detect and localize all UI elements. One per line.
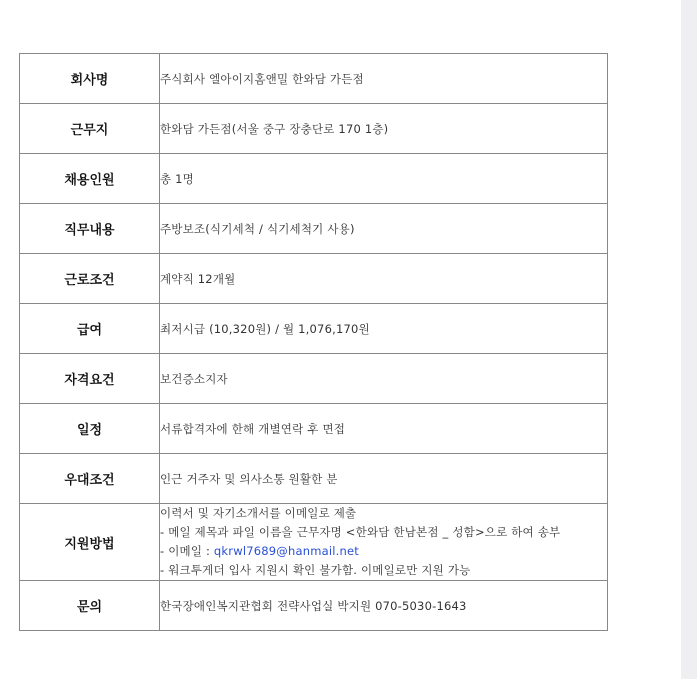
row-value: 보건증소지자 — [160, 354, 608, 404]
scrollbar[interactable] — [681, 0, 697, 679]
row-value: 인근 거주자 및 의사소통 원활한 분 — [160, 454, 608, 504]
email-link[interactable]: qkrwl7689@hanmail.net — [213, 544, 359, 558]
table-row-salary — [20, 304, 608, 354]
email-prefix: - 이메일 : — [160, 544, 214, 558]
row-value: 주방보조(식기세척 / 식기세척기 사용) — [160, 204, 608, 254]
row-label: 지원방법 — [20, 504, 160, 581]
row-value: 총 1명 — [160, 154, 608, 204]
table-row-duties — [20, 204, 608, 254]
row-label: 근무지 — [20, 104, 160, 154]
row-value: 계약직 12개월 — [160, 254, 608, 304]
apply-line: - 메일 제목과 파일 이름을 근무자명 <한와담 한남본점 _ 성함>으로 하여 송부 — [160, 525, 561, 539]
row-value: 한국장애인복지관협회 전략사업실 박지원 070-5030-1643 — [160, 581, 608, 631]
apply-line: 이력서 및 자기소개서를 이메일로 제출 — [160, 506, 357, 520]
row-label: 직무내용 — [20, 204, 160, 254]
table-row-schedule — [20, 404, 608, 454]
row-label: 자격요건 — [20, 354, 160, 404]
table-row-company — [20, 54, 608, 104]
table-row-qualifications — [20, 354, 608, 404]
row-label: 근로조건 — [20, 254, 160, 304]
apply-instructions — [160, 504, 608, 581]
row-value: 서류합격자에 한해 개별연락 후 면접 — [160, 404, 608, 454]
row-label: 우대조건 — [20, 454, 160, 504]
row-label: 문의 — [20, 581, 160, 631]
table-row-conditions — [20, 254, 608, 304]
apply-email-line — [160, 542, 607, 561]
table-row-headcount — [20, 154, 608, 204]
row-label: 일정 — [20, 404, 160, 454]
job-info-table — [19, 53, 608, 631]
row-value: 한와담 가든점(서울 중구 장충단로 170 1층) — [160, 104, 608, 154]
table-row-how-to-apply — [20, 504, 608, 581]
table-row-workplace — [20, 104, 608, 154]
table-row-preferences — [20, 454, 608, 504]
row-label: 회사명 — [20, 54, 160, 104]
row-value: 주식회사 엘아이지홈앤밀 한와담 가든점 — [160, 54, 608, 104]
row-value: 최저시급 (10,320원) / 월 1,076,170원 — [160, 304, 608, 354]
apply-line: - 워크투게더 입사 지원시 확인 불가함. 이메일로만 지원 가능 — [160, 563, 471, 577]
row-label: 급여 — [20, 304, 160, 354]
table-row-contact — [20, 581, 608, 631]
row-label: 채용인원 — [20, 154, 160, 204]
